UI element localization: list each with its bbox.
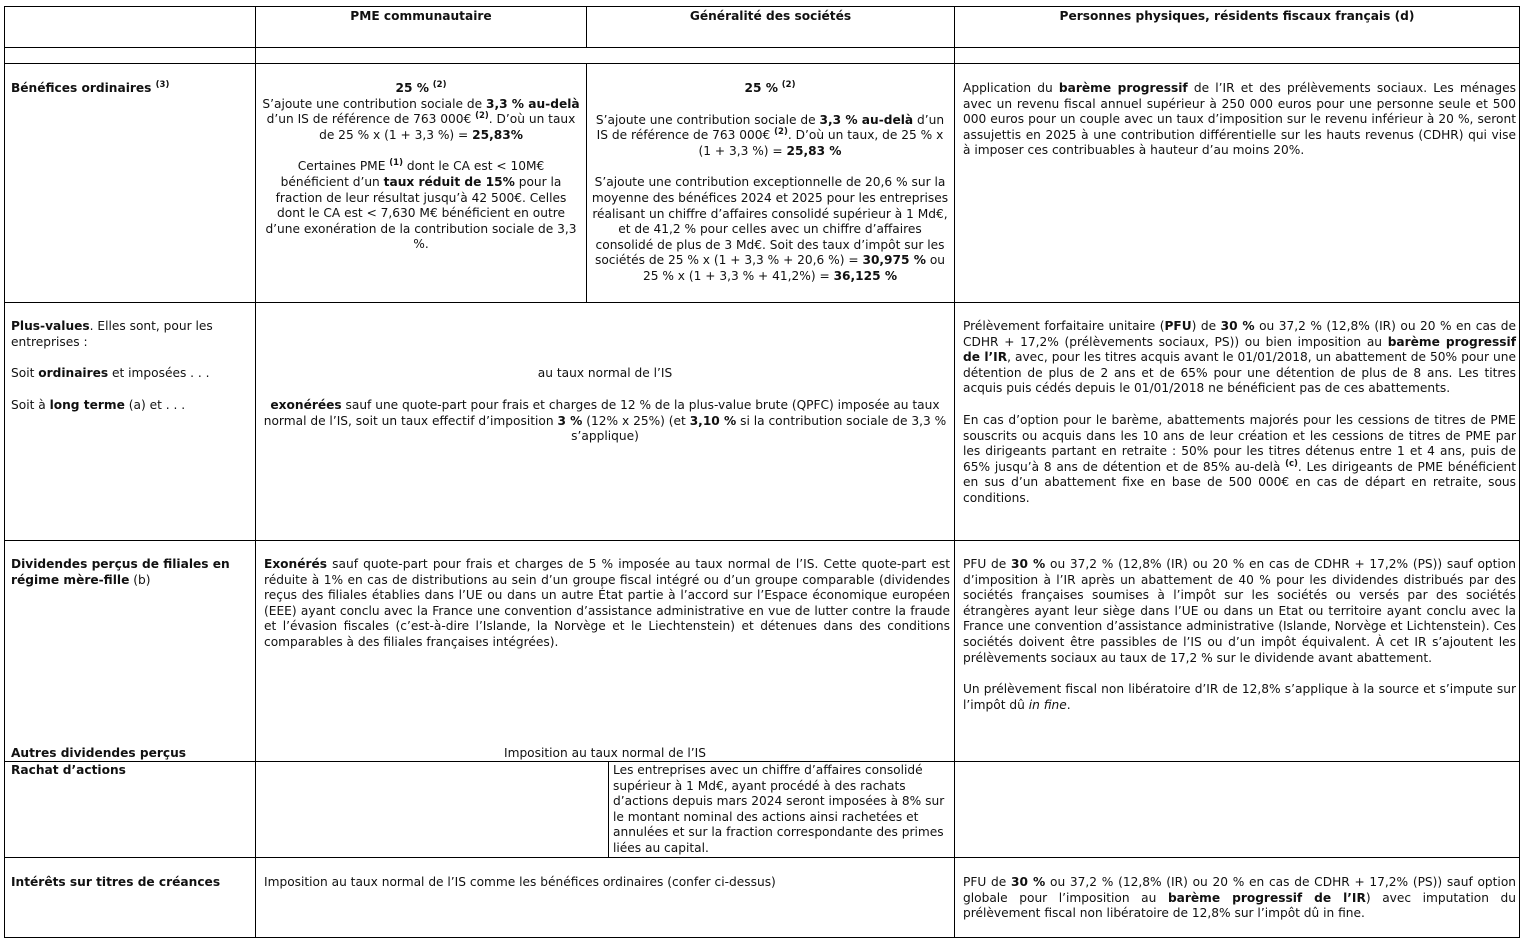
rule-top: [4, 6, 1520, 7]
label-long-terme: Soit à long terme (a) et . . .: [11, 397, 186, 412]
rule-col2-rachat: [608, 761, 609, 858]
rate: 25 %: [395, 81, 429, 95]
row-label-autres-dividendes: Autres dividendes perçus: [11, 746, 187, 760]
rule-col2-row1: [586, 63, 587, 303]
rule-bottom: [4, 937, 1520, 938]
cell-rachat-generalite: Les entreprises avec un chiffre d’affaires consolidé supérieur à 1 Md€, ayant procédé à des rachats d’actions depuis mars 2024 seront imposées à 8% sur le montant nominal des actions ainsi rachetées et annulées et sur la fraction correspondante des primes liées au capital.: [613, 763, 945, 855]
header-generalite: Généralité des sociétés: [689, 9, 852, 23]
footnote-ref: (2): [432, 80, 447, 90]
row-label-rachat: Rachat d’actions: [11, 763, 126, 777]
row-label-benefices: [11, 81, 251, 97]
cell-interets-personnes: PFU de 30 % ou 37,2 % (12,8% (IR) ou 20 % en cas de CDHR + 17,2% (PS)) sauf option globale pour l’imposition au barème progressif de l’IR) avec imputation du prélèvement fiscal non libératoire de 12,8% sur l’impôt dû in fine.: [963, 875, 1517, 921]
row-label-plusvalues: Plus-values. Elles sont, pour les entreprises : Soit ordinaires et imposées . . . Soit à long terme (a) et . . .: [11, 319, 251, 413]
footnote-ref: (3): [155, 80, 170, 90]
label-ordinaires: Soit ordinaires et imposées . . .: [11, 366, 210, 381]
cell-plusvalues-long-terme: exonérées sauf une quote-part pour frais et charges de 12 % de la plus-value brute (QPFC) imposée au taux normal de l’IS, soit un taux effectif d’imposition 3 % (12% x 25%) (et 3,10 % si la contribution sociale de 3,3 % s’applique): [263, 398, 947, 444]
header-pme: PME communautaire: [350, 9, 492, 23]
cell-dividendes-personnes: PFU de 30 % ou 37,2 % (12,8% (IR) ou 20 % en cas de CDHR + 17,2% (PS)) sauf option d’imposition à l’IR après un abattement de 40 % pour les dividendes distribués par des sociétés françaises soumises à l’impôt sur les sociétés ou versés par des sociétés étrangères ayant leur siège dans l’UE ou dans un Etat ou territoire ayant conclu avec la France une convention d’assistance administrative (Islande, Norvège et Lichtenstein). Ces sociétés doivent être passibles de l’IS ou d’un impôt équivalent. À cet IR s’ajoutent les prélèvements sociaux au taux de 17,2 % sur le dividende avant abattement. Un prélèvement fiscal non libératoire d’IR de 12,8% s’applique à la source et s’impute sur l’impôt dû in fine.: [963, 557, 1517, 712]
rule-col3: [954, 6, 955, 938]
cell-dividendes-societes: Exonérés sauf quote-part pour frais et charges de 5 % imposée au taux normal de l’IS. Cette quote-part est réduite à 1% en cas de distributions au sein d’un groupe fiscal intégré ou d’un groupe comparable (dividendes reçus des filiales établies dans l’UE ou dans un autre État partie à l’accord sur l’Espace économique européen (EEE) ayant conclu avec la France une convention d’assistance administrative en vue de lutter contre la fraude et l’évasion fiscales (c’est-à-dire l’Islande, la Norvège et le Liechtenstein) et détenues dans des conditions comparables à des filiales françaises intégrées).: [264, 557, 950, 649]
cell-benefices-generalite: 25 % $^{(2)}$ S’ajoute une contribution sociale de 3,3 % au-delà d’un IS de référence de 763 000€ $^{(2)}$. D’où un taux, de 25 % x (1 + 3,3 %) = 25,83 % S’ajoute une contribution exceptionnelle de 20,6 % sur la moyenne des bénéfices 2024 et 2025 pour les entreprises réalisant un chiffre d’affaires consolidé supérieur à 1 Md€, et de 41,2 % pour celles avec un chiffre d’affaires consolidé de plus de 3 Md€. Soit des taux d’impôt sur les sociétés de 25 % x (1 + 3,3 % + 20,6 %) = 30,975 % ou 25 % x (1 + 3,3 % + 41,2%) = 36,125 %: [591, 80, 949, 283]
rule-right: [1519, 6, 1520, 938]
cell-benefices-pme: 25 % $^{(2)}$ S’ajoute une contribution sociale de 3,3 % au-delà d’un IS de référence de 763 000€ $^{(2)}$. D’où un taux de 25 % x (1 + 3,3 %) = 25,83% Certaines PME $^{(1)}$ dont le CA est < 10M€ bénéficient d’un taux réduit de 15% pour la fraction de leur résultat jusqu’à 42 500€. Celles dont le CA est < 7,630 M€ bénéficient en outre d’une exonération de la contribution sociale de 3,3 %.: [262, 80, 580, 252]
rule-col1: [255, 6, 256, 938]
row-label-dividendes: Dividendes perçus de filiales en régime mère-fille (b): [11, 557, 230, 587]
header-personnes-physiques: Personnes physiques, résidents fiscaux français (d): [1059, 9, 1415, 23]
cell-interets-societes: Imposition au taux normal de l’IS comme les bénéfices ordinaires (confer ci-dessus): [264, 875, 776, 889]
cell-autres-dividendes: Imposition au taux normal de l’IS: [503, 746, 707, 760]
label-text: Bénéfices ordinaires: [11, 81, 152, 95]
cell-plusvalues-ordinaires: au taux normal de l’IS: [537, 366, 673, 380]
rule-row2-bottom: [4, 540, 1520, 541]
rule-row1-bottom: [4, 302, 1520, 303]
cell-plusvalues-personnes: Prélèvement forfaitaire unitaire (PFU) de 30 % ou 37,2 % (12,8% (IR) ou 20 % en cas de CDHR + 17,2% (prélèvements sociaux, PS)) ou bien imposition au barème progressif de l’IR, avec, pour les titres acquis avant le 01/01/2018, un abattement de 50% pour une détention de plus de 2 ans et de 65% pour une détention de plus de 8 ans. Les titres acquis puis cédés depuis le 01/01/2018 ne bénéficient pas de ces abattements. En cas d’option pour le barème, abattements majorés pour les cessions de titres de PME souscrits ou acquis dans les 10 ans de leur création et les cessions de titres de PME par les dirigeants partant en retraite : 50% pour les titres détenus entre 1 et 4 ans, puis de 65% jusqu’à 8 ans de détention et de 85% au-delà $^{(c)}$. Les dirigeants de PME bénéficient en sus d’un abattement fixe en base de 500 000€ en cas de départ en retraite, sous conditions.: [963, 319, 1517, 505]
rule-left: [4, 6, 5, 938]
rule-row5-bottom: [4, 857, 1520, 858]
rule-header-bottom: [4, 47, 1520, 48]
rule-body-top: [4, 63, 1520, 64]
row-label-interets: Intérêts sur titres de créances: [11, 875, 221, 889]
cell-benefices-personnes: Application du barème progressif de l’IR et des prélèvements sociaux. Les ménages avec un revenu fiscal annuel supérieur à 250 000 euros pour une personne seule et 500 000 euros pour un couple avec un taux d’imposition sur le revenu inférieur à 20 %, seront assujettis en 2025 à une contribution différentielle sur les hauts revenus (CDHR) qui vise à imposer ces contribuables à hauteur d’au moins 20%.: [963, 81, 1516, 158]
